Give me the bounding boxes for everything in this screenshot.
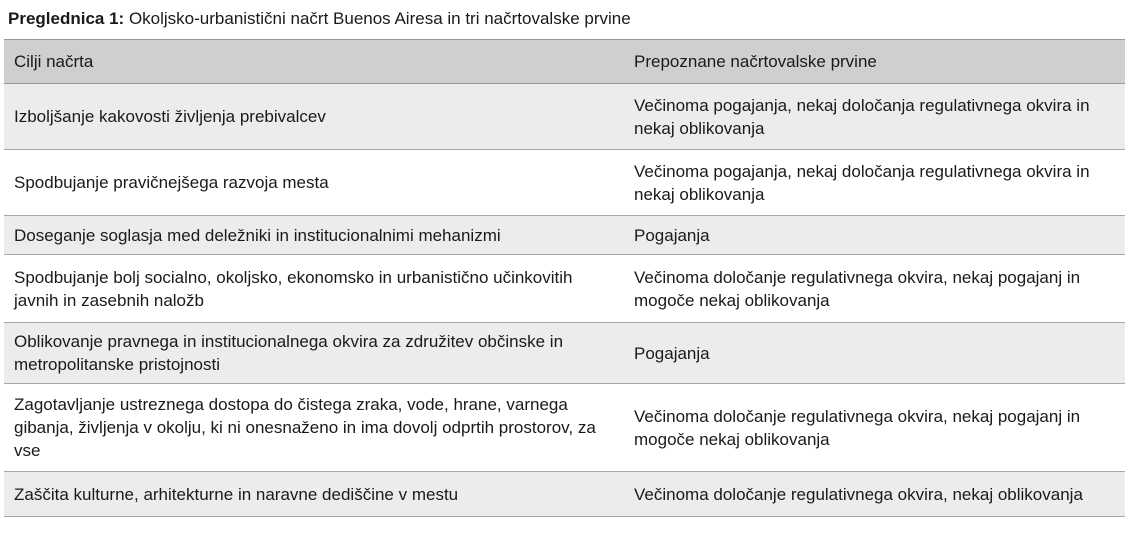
goal-cell: Spodbujanje bolj socialno, okoljsko, ekonomsko in urbanistično učinkovitih javnih in zasebnih naložb — [14, 267, 573, 310]
table-row — [4, 84, 1125, 150]
elements-cell: Pogajanja — [634, 343, 710, 363]
elements-cell: Večinoma pogajanja, nekaj določanja regulativnega okvira in nekaj oblikovanja — [634, 161, 1090, 204]
caption-label: Preglednica 1: — [8, 9, 125, 28]
elements-cell: Pogajanja — [634, 225, 710, 245]
elements-cell: Večinoma določanje regulativnega okvira, nekaj pogajanj in mogoče nekaj oblikovanja — [634, 267, 1081, 310]
table-header-row — [4, 40, 1125, 84]
goal-cell: Izboljšanje kakovosti življenja prebivalcev — [14, 107, 326, 126]
elements-cell: Večinoma pogajanja, nekaj določanja regulativnega okvira in nekaj oblikovanja — [634, 95, 1090, 138]
plan-elements-table — [4, 39, 1125, 517]
goal-cell: Zaščita kulturne, arhitekturne in naravne dediščine v mestu — [14, 484, 459, 504]
table-row — [4, 216, 1125, 255]
table-row — [4, 323, 1125, 384]
goal-cell: Doseganje soglasja med deležniki in institucionalnimi mehanizmi — [14, 225, 501, 245]
caption-text: Okoljsko-urbanistični načrt Buenos Airesa in tri načrtovalske prvine — [128, 9, 631, 28]
goal-cell: Zagotavljanje ustreznega dostopa do čistega zraka, vode, hrane, varnega gibanja, življenja v okolju, ki ni onesnaženo in ima dovolj odprtih prostorov, za vse — [14, 395, 596, 460]
elements-cell: Večinoma določanje regulativnega okvira, nekaj oblikovanja — [634, 484, 1083, 504]
elements-cell: Večinoma določanje regulativnega okvira, nekaj pogajanj in mogoče nekaj oblikovanja — [634, 406, 1081, 449]
goal-cell: Oblikovanje pravnega in institucionalnega okvira za združitev občinske in metropolitanske pristojnosti — [14, 332, 564, 374]
table-row — [4, 255, 1125, 323]
table-row — [4, 472, 1125, 517]
table-row — [4, 384, 1125, 472]
table-caption — [8, 8, 631, 30]
goal-cell: Spodbujanje pravičnejšega razvoja mesta — [14, 173, 329, 192]
header-goals: Cilji načrta — [4, 40, 617, 84]
table-row — [4, 150, 1125, 216]
header-elements: Prepoznane načrtovalske prvine — [617, 40, 1125, 84]
